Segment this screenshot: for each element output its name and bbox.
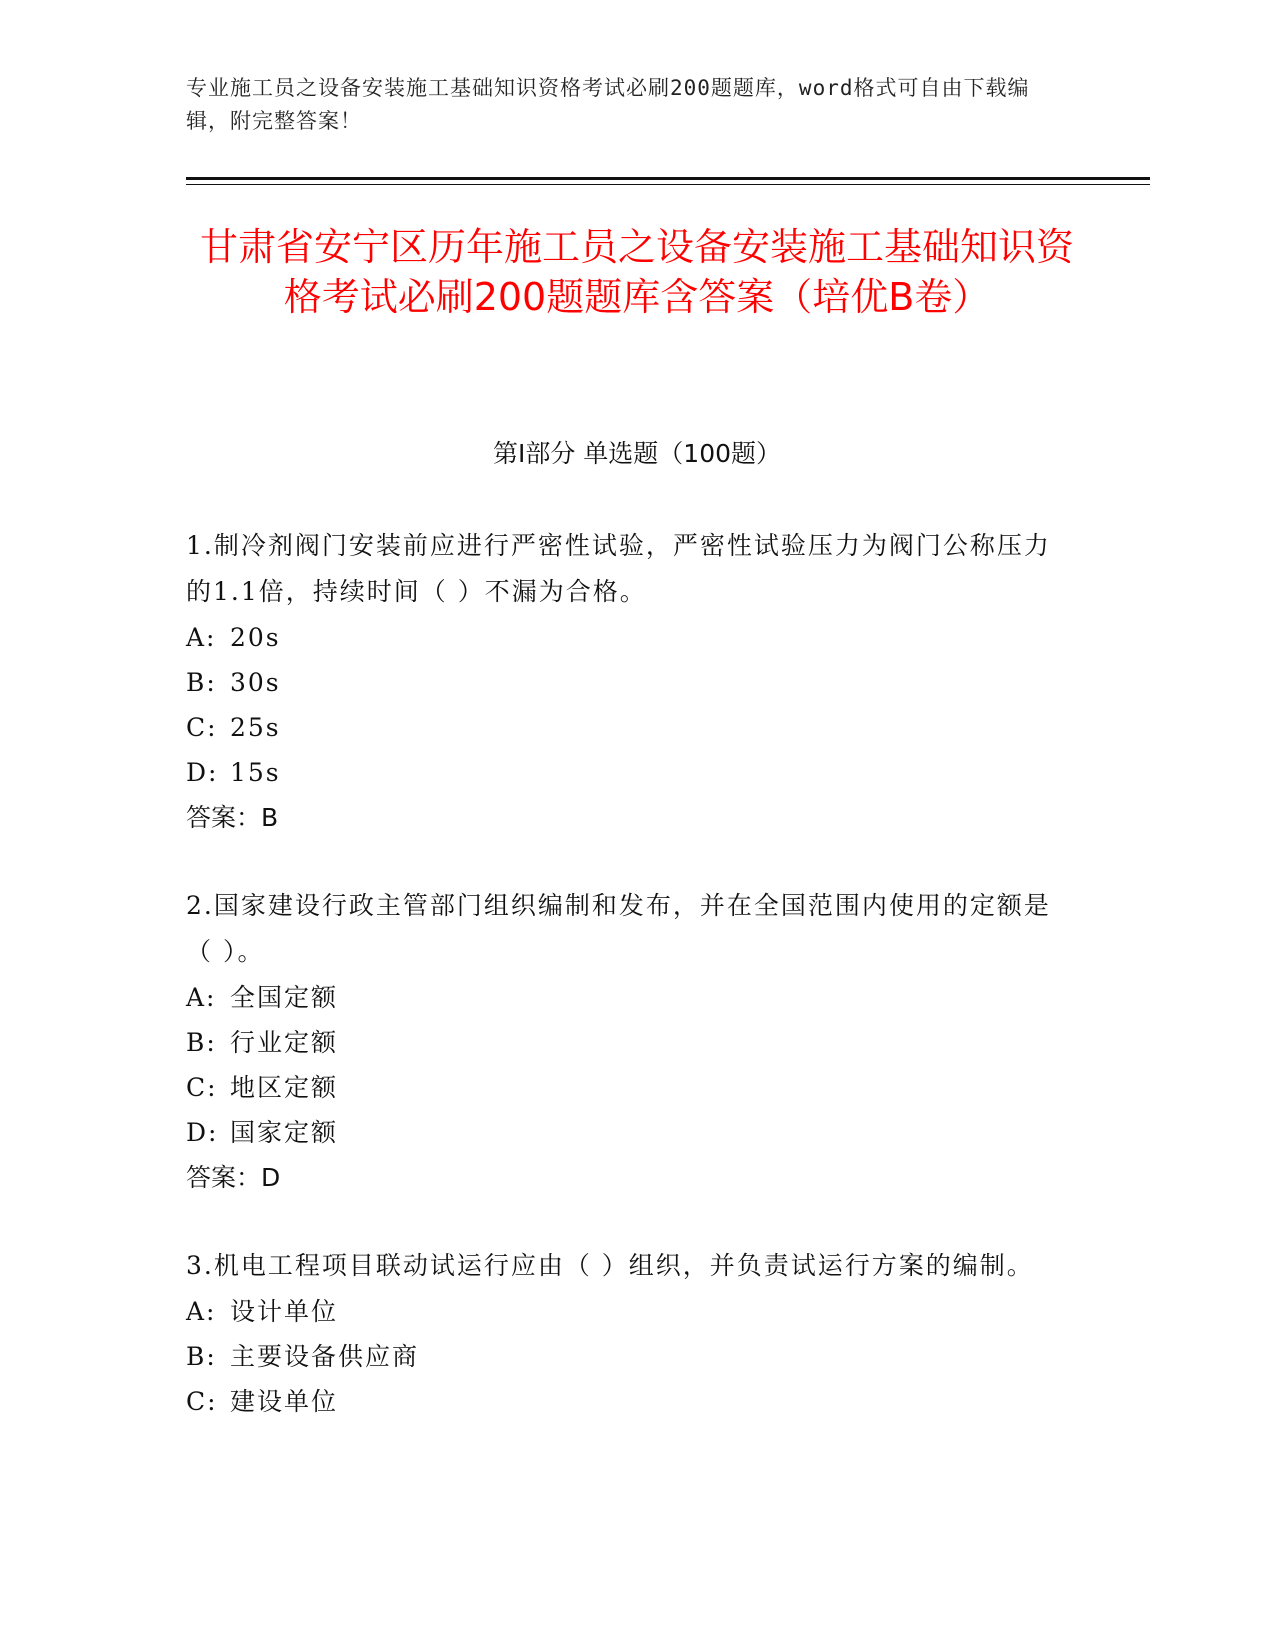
option-text: 25s (230, 713, 281, 742)
option-a (186, 975, 1066, 1020)
option-letter: D: (186, 1118, 219, 1147)
header-divider-thick (186, 177, 1150, 180)
option-letter: C: (186, 1387, 218, 1416)
option-letter: A: (186, 983, 217, 1012)
question-item (186, 883, 1066, 1200)
option-text: 国家定额 (230, 1118, 339, 1147)
option-d (186, 750, 1066, 795)
option-letter: B: (186, 1342, 217, 1371)
option-b (186, 1020, 1066, 1065)
option-text: 建设单位 (230, 1387, 339, 1416)
answer: 答案：D (186, 1163, 281, 1192)
option-letter: B: (186, 668, 217, 697)
option-a (186, 1289, 1066, 1334)
document-title: 甘肃省安宁区历年施工员之设备安装施工基础知识资格考试必刷200题题库含答案（培优B卷） (199, 225, 1074, 319)
option-c (186, 705, 1066, 750)
option-text: 行业定额 (230, 1028, 339, 1057)
option-letter: D: (186, 758, 219, 787)
header-divider-thin (186, 184, 1150, 185)
question-stem: 3.机电工程项目联动试运行应由（ ）组织，并负责试运行方案的编制。 (186, 1251, 1034, 1280)
section-title: 第I部分 单选题（100题） (492, 439, 782, 468)
option-letter: B: (186, 1028, 217, 1057)
question-item (186, 1243, 1066, 1424)
option-b (186, 1334, 1066, 1379)
answer: 答案：B (186, 803, 279, 832)
option-c (186, 1065, 1066, 1110)
option-b (186, 660, 1066, 705)
option-letter: C: (186, 713, 218, 742)
option-text: 30s (230, 668, 281, 697)
question-stem: 2.国家建设行政主管部门组织编制和发布，并在全国范围内使用的定额是（ ）。 (186, 891, 1051, 966)
option-letter: A: (186, 623, 217, 652)
option-c (186, 1379, 1066, 1424)
option-text: 15s (230, 758, 281, 787)
option-text: 主要设备供应商 (230, 1342, 420, 1371)
header-note: 专业施工员之设备安装施工基础知识资格考试必刷200题题库，word格式可自由下载编辑，附完整答案！ (186, 76, 1030, 133)
option-text: 设计单位 (230, 1297, 339, 1326)
question-stem: 1.制冷剂阀门安装前应进行严密性试验，严密性试验压力为阀门公称压力的1.1倍，持续时间（ ）不漏为合格。 (186, 531, 1051, 606)
option-text: 全国定额 (230, 983, 339, 1012)
option-text: 20s (230, 623, 281, 652)
option-a (186, 615, 1066, 660)
option-letter: A: (186, 1297, 217, 1326)
question-item (186, 523, 1066, 840)
option-d (186, 1110, 1066, 1155)
option-letter: C: (186, 1073, 218, 1102)
option-text: 地区定额 (230, 1073, 339, 1102)
